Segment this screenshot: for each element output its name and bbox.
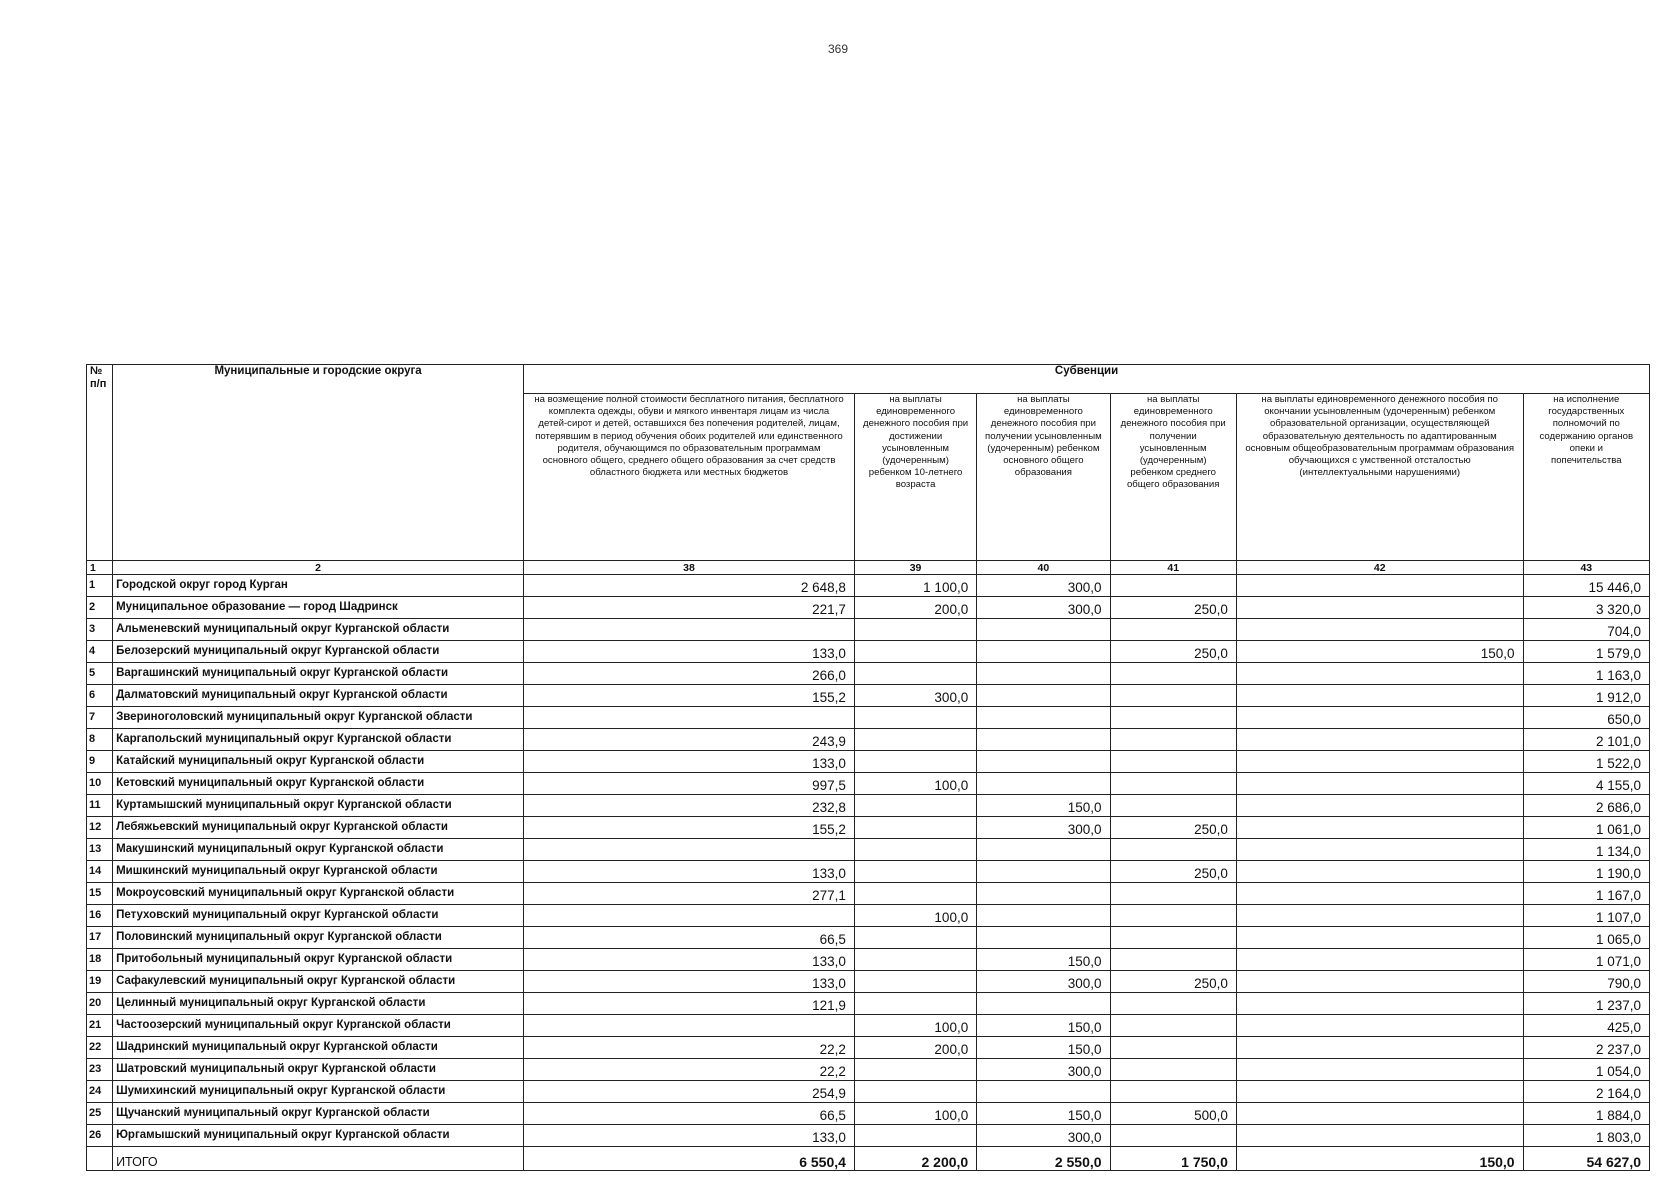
table-row [87, 949, 1650, 971]
value-38: 266,0 [524, 663, 855, 685]
district-name: Петуховский муниципальный округ Курганской области [113, 905, 524, 927]
value-38: 66,5 [524, 927, 855, 949]
value-39 [854, 971, 976, 993]
row-number: 19 [87, 971, 113, 993]
value-41 [1110, 751, 1236, 773]
value-43: 1 054,0 [1523, 1059, 1649, 1081]
value-42 [1236, 1037, 1523, 1059]
district-name: Щучанский муниципальный округ Курганской области [113, 1103, 524, 1125]
value-38: 133,0 [524, 861, 855, 883]
table-row [87, 729, 1650, 751]
district-name: Звериноголовский муниципальный округ Курганской области [113, 707, 524, 729]
district-name: Каргапольский муниципальный округ Курганской области [113, 729, 524, 751]
value-39 [854, 927, 976, 949]
district-name: Катайский муниципальный округ Курганской области [113, 751, 524, 773]
value-42 [1236, 619, 1523, 641]
value-40 [977, 663, 1110, 685]
value-39: 100,0 [854, 1103, 976, 1125]
value-38 [524, 707, 855, 729]
row-number: 25 [87, 1103, 113, 1125]
value-39 [854, 729, 976, 751]
row-number: 5 [87, 663, 113, 685]
col-header-42: на выплаты единовременного денежного пособия по окончании усыновленным (удочеренным) ребенком образовательной организации, осуществляющей образовательную деятельность по адаптированным основным общеобразовательным программам образования обучающихся с умственной отсталостью (интеллектуальными нарушениями) [1236, 394, 1523, 561]
district-name: Белозерский муниципальный округ Курганской области [113, 641, 524, 663]
value-41: 250,0 [1110, 971, 1236, 993]
value-42 [1236, 971, 1523, 993]
row-number: 7 [87, 707, 113, 729]
value-43: 3 320,0 [1523, 597, 1649, 619]
value-40 [977, 619, 1110, 641]
value-43: 15 446,0 [1523, 575, 1649, 597]
value-40: 300,0 [977, 1059, 1110, 1081]
value-43: 1 167,0 [1523, 883, 1649, 905]
index-cell: 2 [113, 561, 524, 575]
district-name: Шумихинский муниципальный округ Курганской области [113, 1081, 524, 1103]
value-38: 133,0 [524, 949, 855, 971]
value-39: 100,0 [854, 905, 976, 927]
value-43: 2 101,0 [1523, 729, 1649, 751]
value-41 [1110, 905, 1236, 927]
value-41 [1110, 1125, 1236, 1147]
value-39 [854, 1059, 976, 1081]
value-41 [1110, 707, 1236, 729]
row-number: 3 [87, 619, 113, 641]
value-43: 1 071,0 [1523, 949, 1649, 971]
value-42 [1236, 707, 1523, 729]
district-name: Мокроусовский муниципальный округ Курганской области [113, 883, 524, 905]
index-cell: 42 [1236, 561, 1523, 575]
district-name: Городской округ город Курган [113, 575, 524, 597]
col-header-39: на выплаты единовременного денежного пособия при достижении усыновленным (удочеренным) ребенком 10-летнего возраста [854, 394, 976, 561]
value-39 [854, 817, 976, 839]
row-number: 18 [87, 949, 113, 971]
table-row [87, 861, 1650, 883]
value-43: 790,0 [1523, 971, 1649, 993]
value-38 [524, 839, 855, 861]
value-39 [854, 663, 976, 685]
value-41: 250,0 [1110, 861, 1236, 883]
row-number: 9 [87, 751, 113, 773]
value-41 [1110, 1081, 1236, 1103]
value-39 [854, 619, 976, 641]
index-cell: 41 [1110, 561, 1236, 575]
district-name: Макушинский муниципальный округ Курганской области [113, 839, 524, 861]
district-name: Юргамышский муниципальный округ Курганской области [113, 1125, 524, 1147]
value-40 [977, 729, 1110, 751]
value-42 [1236, 795, 1523, 817]
value-39 [854, 839, 976, 861]
value-38: 155,2 [524, 817, 855, 839]
table-row [87, 707, 1650, 729]
value-39: 100,0 [854, 773, 976, 795]
table-row [87, 883, 1650, 905]
value-41 [1110, 839, 1236, 861]
value-41 [1110, 993, 1236, 1015]
table-row [87, 619, 1650, 641]
value-42 [1236, 1103, 1523, 1125]
col-header-41: на выплаты единовременного денежного пособия при получении усыновленным (удочеренным) ребенком среднего общего образования [1110, 394, 1236, 561]
value-43: 1 163,0 [1523, 663, 1649, 685]
table-row [87, 927, 1650, 949]
row-number: 1 [87, 575, 113, 597]
value-42: 150,0 [1236, 641, 1523, 663]
value-38: 254,9 [524, 1081, 855, 1103]
value-39 [854, 861, 976, 883]
value-40: 300,0 [977, 575, 1110, 597]
row-number: 2 [87, 597, 113, 619]
value-40: 150,0 [977, 949, 1110, 971]
row-number: 6 [87, 685, 113, 707]
value-40: 150,0 [977, 1015, 1110, 1037]
value-43: 2 237,0 [1523, 1037, 1649, 1059]
value-41: 500,0 [1110, 1103, 1236, 1125]
value-40 [977, 773, 1110, 795]
district-name: Варгашинский муниципальный округ Курганской области [113, 663, 524, 685]
row-number: 8 [87, 729, 113, 751]
value-42 [1236, 993, 1523, 1015]
value-41: 250,0 [1110, 597, 1236, 619]
value-41: 250,0 [1110, 817, 1236, 839]
value-38: 2 648,8 [524, 575, 855, 597]
value-38: 22,2 [524, 1059, 855, 1081]
value-40 [977, 685, 1110, 707]
value-40: 150,0 [977, 1037, 1110, 1059]
value-42 [1236, 729, 1523, 751]
value-39: 300,0 [854, 685, 976, 707]
value-43: 1 134,0 [1523, 839, 1649, 861]
value-39: 200,0 [854, 1037, 976, 1059]
value-40 [977, 707, 1110, 729]
table-row [87, 1125, 1650, 1147]
district-name: Лебяжьевский муниципальный округ Курганской области [113, 817, 524, 839]
value-43: 1 237,0 [1523, 993, 1649, 1015]
col-header-38: на возмещение полной стоимости бесплатного питания, бесплатного комплекта одежды, обуви и мягкого инвентаря лицам из числа детей-сирот и детей, оставшихся без попечения родителей, лицам, потерявшим в период обучения обоих родителей или единственного родителя, обучающимся по образовательным программам основного общего, среднего общего образования за счет средств областного бюджета или местных бюджетов [524, 394, 855, 561]
table-row [87, 597, 1650, 619]
column-index-row [87, 561, 1650, 575]
subsidies-header: Субвенции [524, 365, 1650, 394]
table-row [87, 839, 1650, 861]
value-43: 1 912,0 [1523, 685, 1649, 707]
value-41 [1110, 1059, 1236, 1081]
value-41 [1110, 1015, 1236, 1037]
value-42 [1236, 839, 1523, 861]
value-41 [1110, 575, 1236, 597]
value-42 [1236, 575, 1523, 597]
col-header-43: на исполнение государственных полномочий по содержанию органов опеки и попечительства [1523, 394, 1649, 561]
value-40 [977, 1081, 1110, 1103]
value-38: 133,0 [524, 641, 855, 663]
value-42 [1236, 817, 1523, 839]
row-number: 24 [87, 1081, 113, 1103]
value-40 [977, 839, 1110, 861]
value-43: 4 155,0 [1523, 773, 1649, 795]
value-43: 2 164,0 [1523, 1081, 1649, 1103]
table-row [87, 817, 1650, 839]
subsidies-table [86, 364, 1650, 1171]
value-42 [1236, 751, 1523, 773]
value-42 [1236, 1059, 1523, 1081]
value-41 [1110, 773, 1236, 795]
value-42 [1236, 883, 1523, 905]
value-43: 1 884,0 [1523, 1103, 1649, 1125]
row-number: 17 [87, 927, 113, 949]
index-cell: 43 [1523, 561, 1649, 575]
value-40 [977, 641, 1110, 663]
value-43: 2 686,0 [1523, 795, 1649, 817]
value-42 [1236, 663, 1523, 685]
value-42 [1236, 1081, 1523, 1103]
value-38: 22,2 [524, 1037, 855, 1059]
value-42 [1236, 685, 1523, 707]
district-name: Половинский муниципальный округ Курганской области [113, 927, 524, 949]
value-38: 221,7 [524, 597, 855, 619]
header-row-top [87, 365, 1650, 394]
value-42 [1236, 1125, 1523, 1147]
value-42 [1236, 905, 1523, 927]
table-row [87, 663, 1650, 685]
value-40 [977, 861, 1110, 883]
value-43: 650,0 [1523, 707, 1649, 729]
index-cell: 40 [977, 561, 1110, 575]
value-41 [1110, 949, 1236, 971]
table-row [87, 905, 1650, 927]
table-row [87, 1059, 1650, 1081]
value-41: 250,0 [1110, 641, 1236, 663]
value-43: 1 061,0 [1523, 817, 1649, 839]
index-cell: 1 [87, 561, 113, 575]
table-row [87, 575, 1650, 597]
table-row [87, 1015, 1650, 1037]
value-41 [1110, 685, 1236, 707]
index-cell: 39 [854, 561, 976, 575]
total-value-39: 2 200,0 [854, 1147, 976, 1171]
value-39: 1 100,0 [854, 575, 976, 597]
row-number: 21 [87, 1015, 113, 1037]
value-38: 277,1 [524, 883, 855, 905]
value-40: 300,0 [977, 817, 1110, 839]
district-name: Целинный муниципальный округ Курганской области [113, 993, 524, 1015]
total-num-cell [87, 1147, 113, 1171]
value-40: 300,0 [977, 971, 1110, 993]
table-body [87, 575, 1650, 1147]
row-number: 26 [87, 1125, 113, 1147]
page-number: 369 [827, 42, 849, 56]
district-name: Кетовский муниципальный округ Курганской области [113, 773, 524, 795]
value-41 [1110, 663, 1236, 685]
table-row [87, 641, 1650, 663]
value-43: 1 065,0 [1523, 927, 1649, 949]
value-41 [1110, 619, 1236, 641]
value-41 [1110, 729, 1236, 751]
table-row [87, 773, 1650, 795]
value-41 [1110, 927, 1236, 949]
value-38: 121,9 [524, 993, 855, 1015]
num-header [87, 365, 113, 561]
row-number: 16 [87, 905, 113, 927]
value-43: 1 522,0 [1523, 751, 1649, 773]
value-38: 66,5 [524, 1103, 855, 1125]
district-name: Альменевский муниципальный округ Курганской области [113, 619, 524, 641]
district-name: Сафакулевский муниципальный округ Курганской области [113, 971, 524, 993]
row-number: 13 [87, 839, 113, 861]
value-43: 425,0 [1523, 1015, 1649, 1037]
value-39 [854, 795, 976, 817]
table-row [87, 971, 1650, 993]
total-value-41: 1 750,0 [1110, 1147, 1236, 1171]
district-name: Куртамышский муниципальный округ Курганской области [113, 795, 524, 817]
value-38: 155,2 [524, 685, 855, 707]
value-41 [1110, 795, 1236, 817]
row-number: 22 [87, 1037, 113, 1059]
value-39 [854, 1125, 976, 1147]
district-name: Далматовский муниципальный округ Курганской области [113, 685, 524, 707]
value-42 [1236, 773, 1523, 795]
value-40 [977, 927, 1110, 949]
table-row [87, 685, 1650, 707]
value-39 [854, 949, 976, 971]
district-name: Мишкинский муниципальный округ Курганской области [113, 861, 524, 883]
value-40 [977, 993, 1110, 1015]
value-38 [524, 905, 855, 927]
value-38 [524, 1015, 855, 1037]
value-42 [1236, 927, 1523, 949]
value-42 [1236, 1015, 1523, 1037]
value-39 [854, 641, 976, 663]
row-number: 12 [87, 817, 113, 839]
value-39: 100,0 [854, 1015, 976, 1037]
value-40: 150,0 [977, 795, 1110, 817]
row-number: 23 [87, 1059, 113, 1081]
total-value-38: 6 550,4 [524, 1147, 855, 1171]
row-number: 10 [87, 773, 113, 795]
table-row [87, 1081, 1650, 1103]
value-42 [1236, 597, 1523, 619]
row-number: 11 [87, 795, 113, 817]
district-name: Шадринский муниципальный округ Курганской области [113, 1037, 524, 1059]
district-name: Притобольный муниципальный округ Курганской области [113, 949, 524, 971]
table-row [87, 795, 1650, 817]
value-40: 300,0 [977, 1125, 1110, 1147]
value-39 [854, 883, 976, 905]
row-number: 4 [87, 641, 113, 663]
district-header: Муниципальные и городские округа [113, 365, 524, 561]
value-39 [854, 993, 976, 1015]
value-42 [1236, 949, 1523, 971]
total-label: ИТОГО [113, 1147, 524, 1171]
value-43: 1 579,0 [1523, 641, 1649, 663]
row-number: 20 [87, 993, 113, 1015]
value-38: 133,0 [524, 751, 855, 773]
value-38: 997,5 [524, 773, 855, 795]
row-number: 14 [87, 861, 113, 883]
total-value-42: 150,0 [1236, 1147, 1523, 1171]
value-38: 133,0 [524, 1125, 855, 1147]
value-43: 1 803,0 [1523, 1125, 1649, 1147]
total-value-40: 2 550,0 [977, 1147, 1110, 1171]
value-40 [977, 883, 1110, 905]
value-39: 200,0 [854, 597, 976, 619]
table-row [87, 1103, 1650, 1125]
district-name: Частоозерский муниципальный округ Курганской области [113, 1015, 524, 1037]
num-header-label: № п/п [90, 365, 107, 390]
value-39 [854, 707, 976, 729]
index-cell: 38 [524, 561, 855, 575]
value-39 [854, 1081, 976, 1103]
value-43: 704,0 [1523, 619, 1649, 641]
value-40: 150,0 [977, 1103, 1110, 1125]
value-41 [1110, 1037, 1236, 1059]
value-40: 300,0 [977, 597, 1110, 619]
row-number: 15 [87, 883, 113, 905]
value-43: 1 107,0 [1523, 905, 1649, 927]
total-value-43: 54 627,0 [1523, 1147, 1649, 1171]
value-41 [1110, 883, 1236, 905]
value-39 [854, 751, 976, 773]
value-38 [524, 619, 855, 641]
value-40 [977, 905, 1110, 927]
total-row [87, 1147, 1650, 1171]
value-40 [977, 751, 1110, 773]
district-name: Муниципальное образование — город Шадринск [113, 597, 524, 619]
col-header-40: на выплаты единовременного денежного пособия при получении усыновленным (удочеренным) ребенком основного общего образования [977, 394, 1110, 561]
table-row [87, 751, 1650, 773]
value-38: 232,8 [524, 795, 855, 817]
value-38: 243,9 [524, 729, 855, 751]
value-42 [1236, 861, 1523, 883]
value-38: 133,0 [524, 971, 855, 993]
value-43: 1 190,0 [1523, 861, 1649, 883]
district-name: Шатровский муниципальный округ Курганской области [113, 1059, 524, 1081]
table-row [87, 993, 1650, 1015]
table-row [87, 1037, 1650, 1059]
